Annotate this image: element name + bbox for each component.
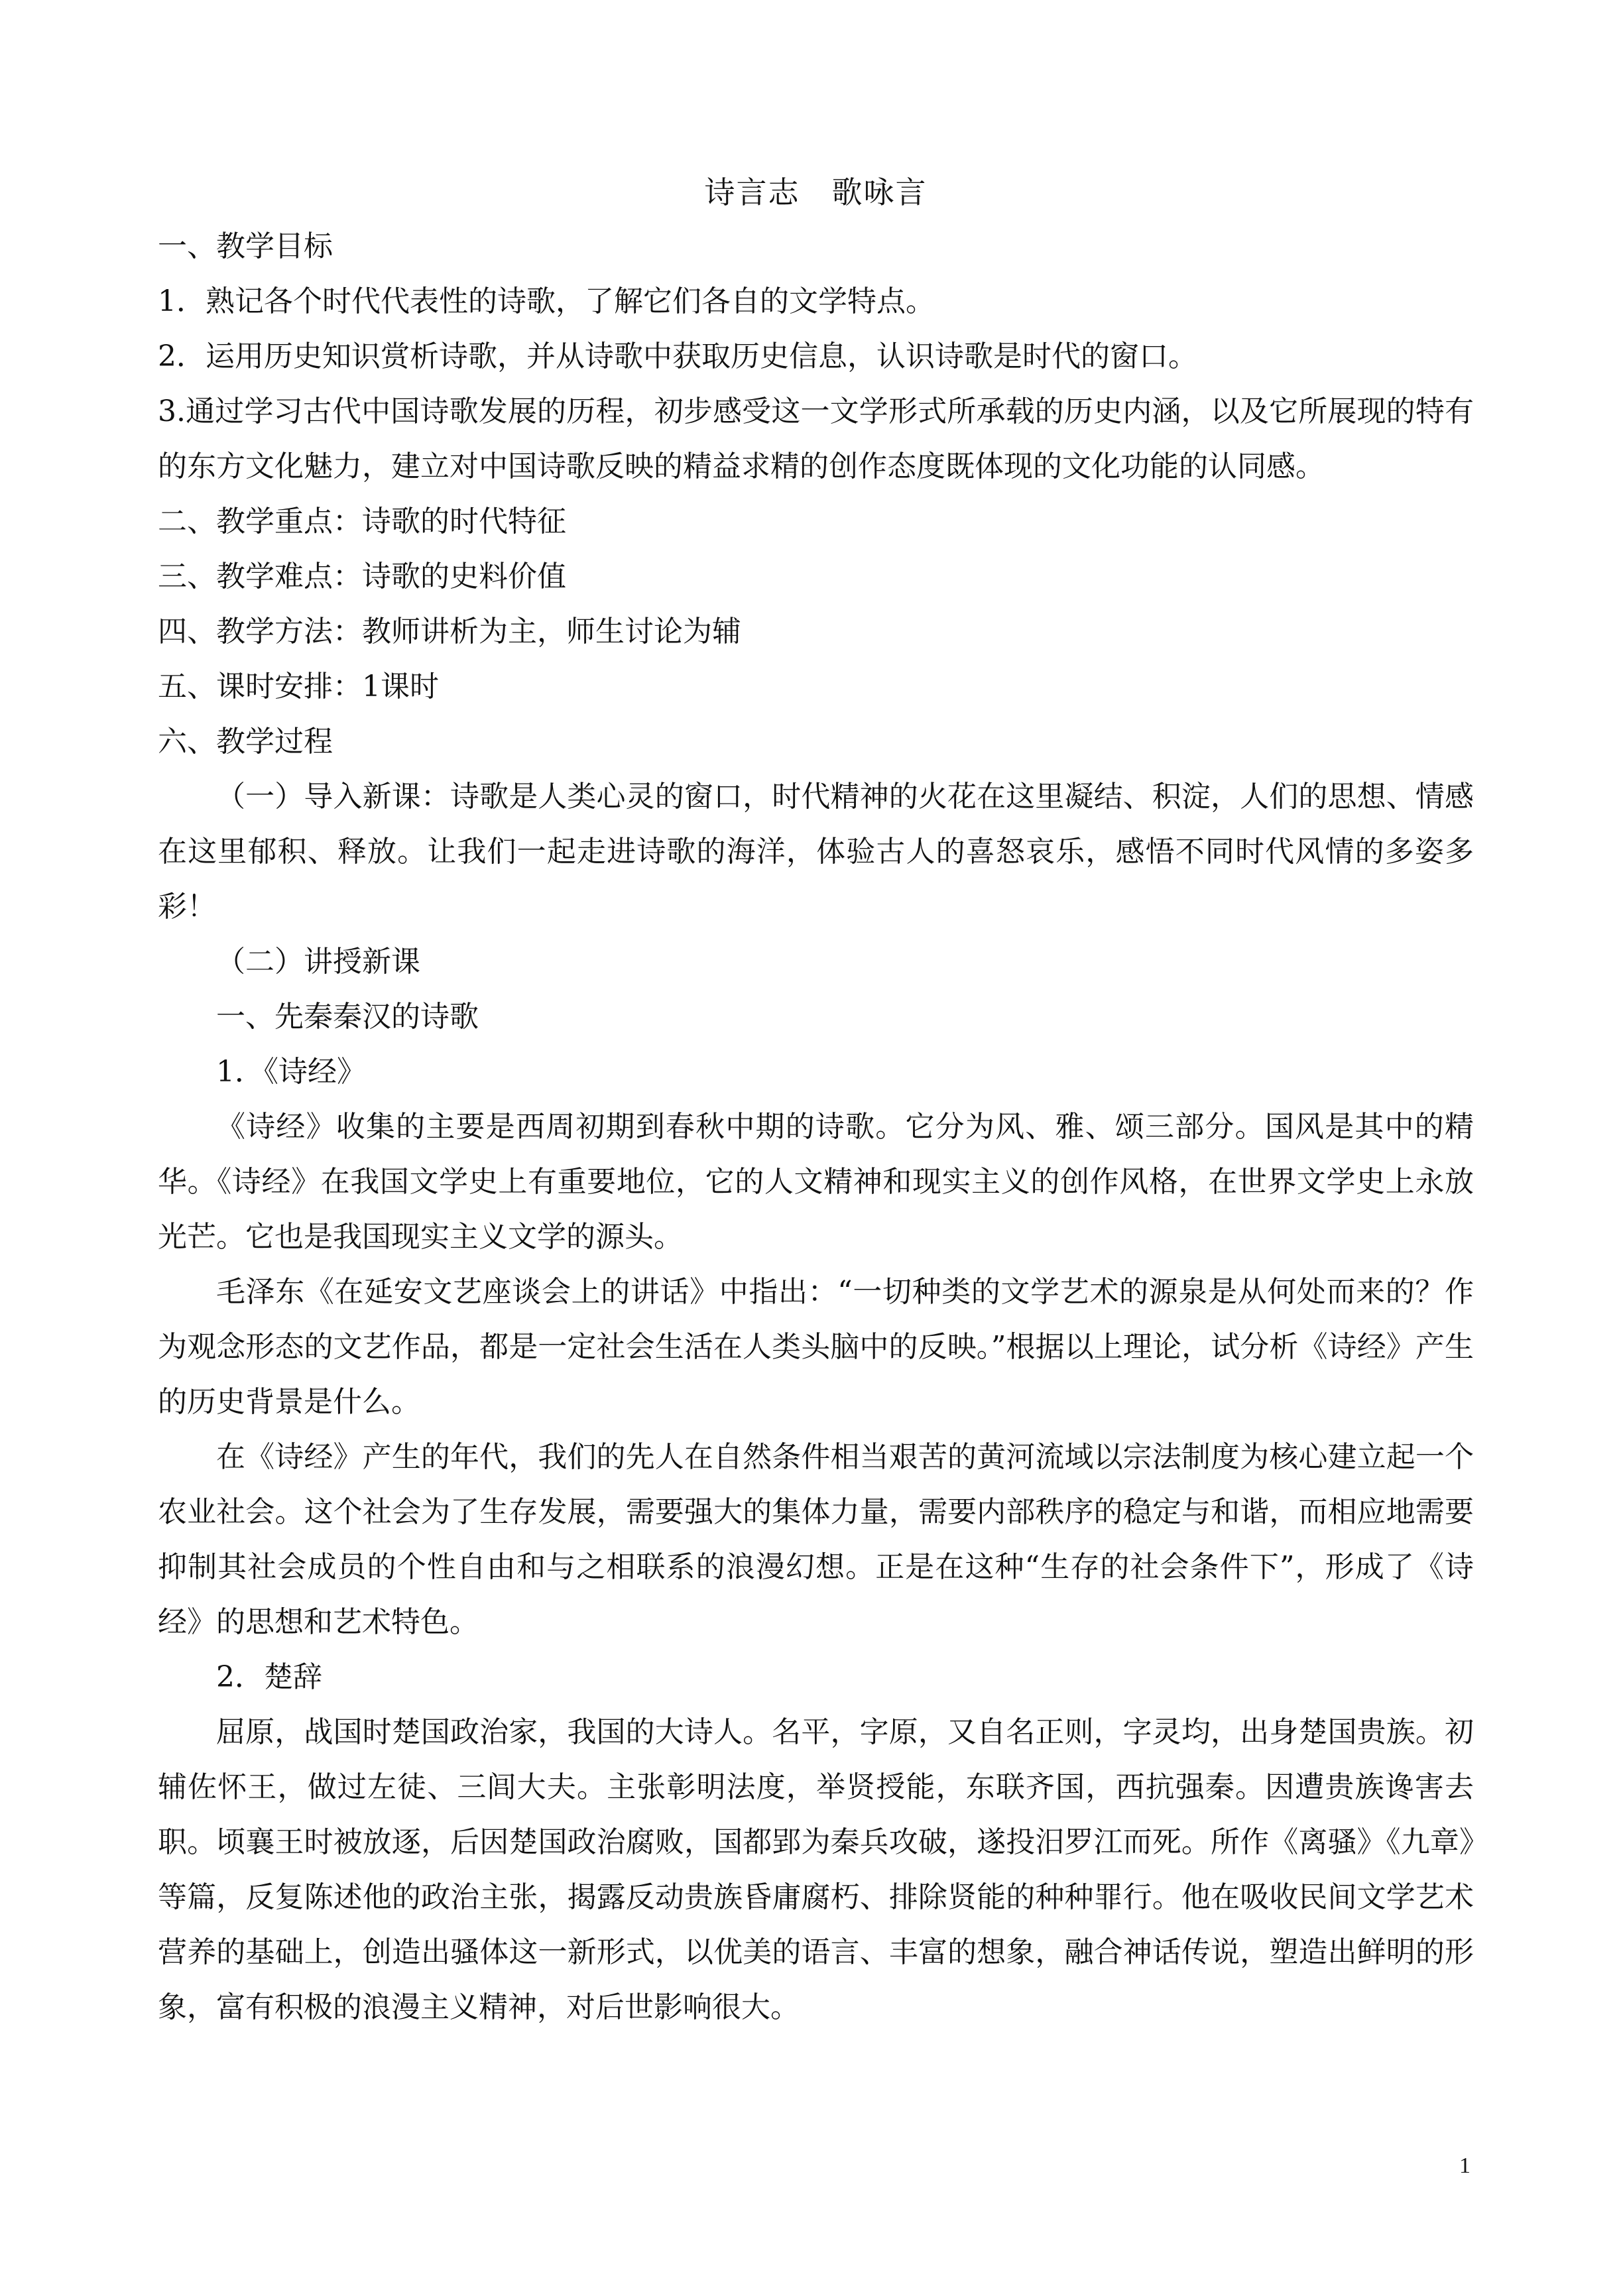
chuci-paragraph: 屈原，战国时楚国政治家，我国的大诗人。名平，字原，又自名正则，字灵均，出身楚国贵族。初辅佐怀王，做过左徒、三闾大夫。主张彰明法度，举贤授能，东联齐国，西抗强秦。因遭贵族谗害去职。顷襄王时被放逐，后因楚国政治腐败，国都郢为秦兵攻破，遂投汨罗江而死。所作《离骚》《九章》等篇，反复陈述他的政治主张，揭露反动贵族昏庸腐朽、排除贤能的种种罪行。他在吸收民间文学艺术营养的基础上，创造出骚体这一新形式，以优美的语言、丰富的想象，融合神话传说，塑造出鲜明的形象，富有积极的浪漫主义精神，对后世影响很大。 bbox=[158, 1715, 1474, 2024]
section-heading-method: 四、教学方法：教师讲析为主，师生讨论为辅 bbox=[158, 615, 741, 648]
shijing-paragraph-1: 《诗经》收集的主要是西周初期到春秋中期的诗歌。它分为风、雅、颂三部分。国风是其中的精华。《诗经》在我国文学史上有重要地位，它的人文精神和现实主义的创作风格，在世界文学史上永放光芒。它也是我国现实主义文学的源头。 bbox=[158, 1110, 1474, 1254]
section-heading-difficulty: 三、教学难点：诗歌的史料价值 bbox=[158, 560, 566, 593]
shijing-paragraph-3: 在《诗经》产生的年代，我们的先人在自然条件相当艰苦的黄河流域以宗法制度为核心建立起一个农业社会。这个社会为了生存发展，需要强大的集体力量，需要内部秩序的稳定与和谐，而相应地需要抑制其社会成员的个性自由和与之相联系的浪漫幻想。正是在这种“生存的社会条件下”，形成了《诗经》的思想和艺术特色。 bbox=[158, 1440, 1474, 1639]
section-heading-process: 六、教学过程 bbox=[158, 725, 333, 758]
objective-item-1: 1．熟记各个时代代表性的诗歌，了解它们各自的文学特点。 bbox=[158, 284, 935, 318]
shijing-paragraph-2: 毛泽东《在延安文艺座谈会上的讲话》中指出：“一切种类的文学艺术的源泉是从何处而来的？作为观念形态的文艺作品，都是一定社会生活在人类头脑中的反映。”根据以上理论，试分析《诗经》产生的历史背景是什么。 bbox=[158, 1275, 1474, 1419]
topic-heading-shijing: 1．《诗经》 bbox=[216, 1055, 366, 1089]
section-heading-schedule: 五、课时安排：1课时 bbox=[158, 670, 439, 703]
section-heading-objectives: 一、教学目标 bbox=[158, 229, 333, 263]
section-heading-key-point: 二、教学重点：诗歌的时代特征 bbox=[158, 505, 566, 538]
document-page bbox=[158, 171, 1474, 2035]
subsection-heading-lecture: （二）讲授新课 bbox=[216, 945, 420, 979]
objective-item-2: 2．运用历史知识赏析诗歌，并从诗歌中获取历史信息，认识诗歌是时代的窗口。 bbox=[158, 339, 1197, 373]
document-title: 诗言志 歌咏言 bbox=[704, 174, 928, 210]
topic-heading-chuci: 2．楚辞 bbox=[216, 1660, 322, 1694]
page-number: 1 bbox=[1459, 2153, 1471, 2178]
objective-item-3: 3.通过学习古代中国诗歌发展的历程，初步感受这一文学形式所承载的历史内涵，以及它所展现的特有的东方文化魅力，建立对中国诗歌反映的精益求精的创作态度既体现的文化功能的认同感。 bbox=[158, 394, 1474, 483]
intro-paragraph: （一）导入新课：诗歌是人类心灵的窗口，时代精神的火花在这里凝结、积淀，人们的思想、情感在这里郁积、释放。让我们一起走进诗歌的海洋，体验古人的喜怒哀乐，感悟不同时代风情的多姿多彩！ bbox=[158, 780, 1474, 924]
subsection-heading-pre-qin: 一、先秦秦汉的诗歌 bbox=[216, 1000, 479, 1034]
